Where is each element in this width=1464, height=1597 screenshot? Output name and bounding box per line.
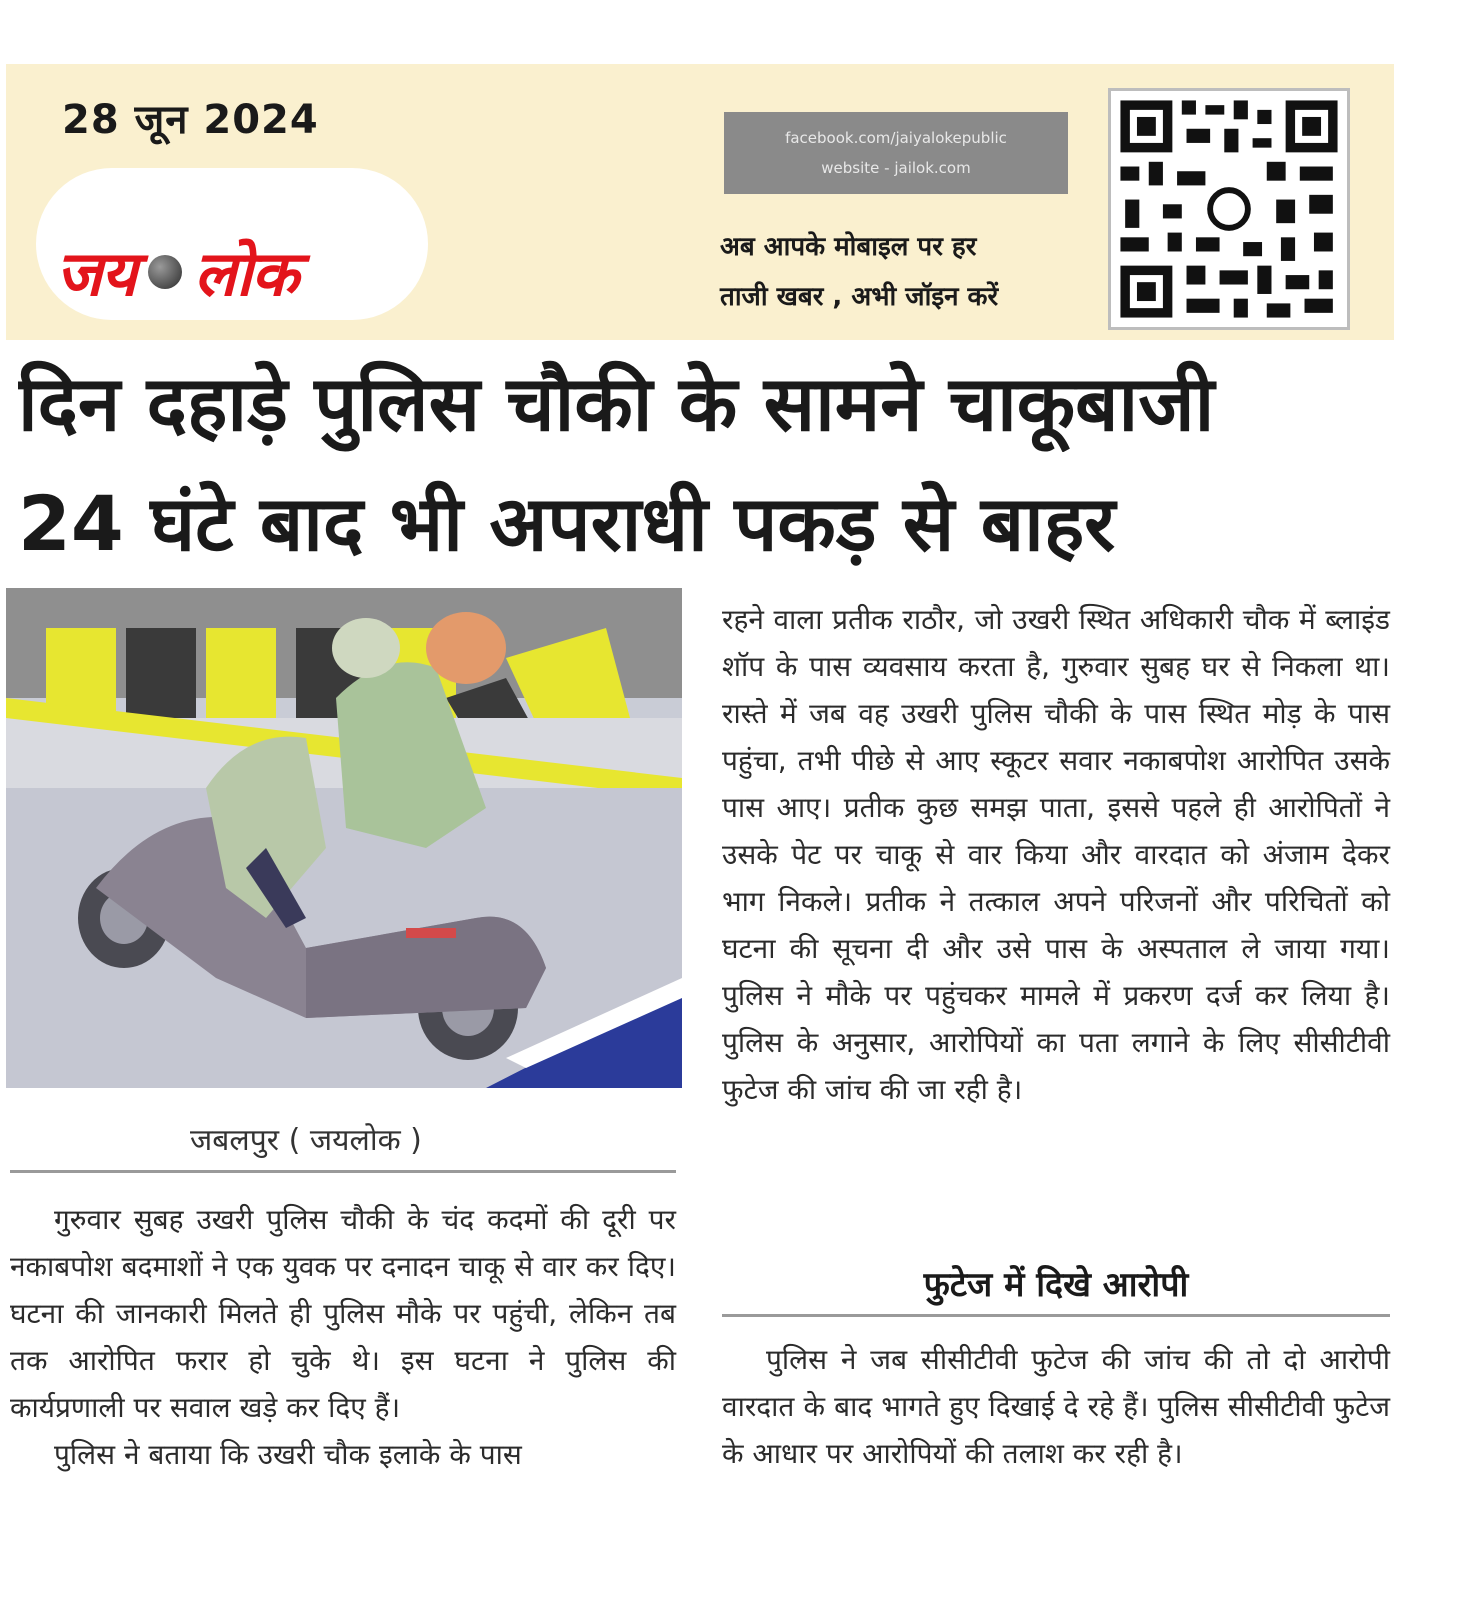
- logo-text-right: लोक: [193, 237, 298, 310]
- promo-line-1: अब आपके मोबाइल पर हर: [720, 232, 977, 262]
- paragraph: पुलिस ने बताया कि उखरी चौक इलाके के पास: [54, 1438, 522, 1471]
- divider-left: [10, 1170, 676, 1173]
- paragraph: गुरुवार सुबह उखरी पुलिस चौकी के चंद कदमों की दूरी पर नकाबपोश बदमाशों ने एक युवक पर दनादन चाकू से वार कर दिए। घटना की जानकारी मिलते ही पुलिस मौके पर पहुंची, लेकिन तब तक आरोपित फरार हो चुके थे। इस घटना ने पुलिस की कार्यप्रणाली पर सवाल खड़े कर दिए हैं।: [10, 1203, 676, 1424]
- paragraph: पुलिस ने जब सीसीटीवी फुटेज की जांच की तो दो आरोपी वारदात के बाद भागते हुए दिखाई दे रहे हैं। पुलिस सीसीटीवी फुटेज के आधार पर आरोपियों की तलाश कर रही है।: [722, 1343, 1390, 1470]
- dateline: जबलपुर ( जयलोक ): [190, 1123, 422, 1158]
- social-line-website: website - jailok.com: [821, 159, 971, 177]
- newspaper-logo: [56, 232, 416, 312]
- article-column-right: [722, 596, 1390, 1113]
- paragraph: रहने वाला प्रतीक राठौर, जो उखरी स्थित अधिकारी चौक में ब्लाइंड शॉप के पास व्यवसाय करता है, गुरुवार सुबह घर से निकला था। रास्ते में जब वह उखरी पुलिस चौकी के पास स्थित मोड़ के पास पहुंचा, तभी पीछे से आए स्कूटर सवार नकाबपोश आरोपित उसके पास आए। प्रतीक कुछ समझ पाता, इससे पहले ही आरोपितों ने उसके पेट पर चाकू से वार किया और वारदात को अंजाम देकर भाग निकले। प्रतीक ने तत्काल अपने परिजनों और परिचितों को घटना की सूचना दी और उसे पास के अस्पताल ले जाया गया। पुलिस ने मौके पर पहुंचकर मामले में प्रकरण दर्ज कर लिया है। पुलिस के अनुसार, आरोपियों का पता लगाने के लिए सीसीटीवी फुटेज की जांच की जा रही है।: [722, 603, 1390, 1106]
- social-links-box: [724, 112, 1068, 194]
- subheading: फुटेज में दिखे आरोपी: [923, 1265, 1189, 1305]
- globe-icon: [148, 255, 182, 289]
- logo-text-left: जय: [56, 237, 136, 310]
- divider-right: [722, 1314, 1390, 1317]
- scooter-photo: [6, 588, 682, 1088]
- promo-line-2: ताजी खबर , अभी जॉइन करें: [720, 282, 999, 312]
- headline-line-1: दिन दहाड़े पुलिस चौकी के सामने चाकूबाजी: [18, 359, 1215, 448]
- issue-date: 28 जून 2024: [62, 97, 319, 143]
- social-line-facebook: facebook.com/jaiyalokepublic: [785, 129, 1007, 147]
- whatsapp-promo: [720, 222, 1070, 322]
- article-column-right-2: [722, 1336, 1390, 1477]
- headline-line-2: 24 घंटे बाद भी अपराधी पकड़ से बाहर: [18, 479, 1116, 568]
- qr-code: [1108, 88, 1350, 330]
- article-column-left: [10, 1196, 676, 1478]
